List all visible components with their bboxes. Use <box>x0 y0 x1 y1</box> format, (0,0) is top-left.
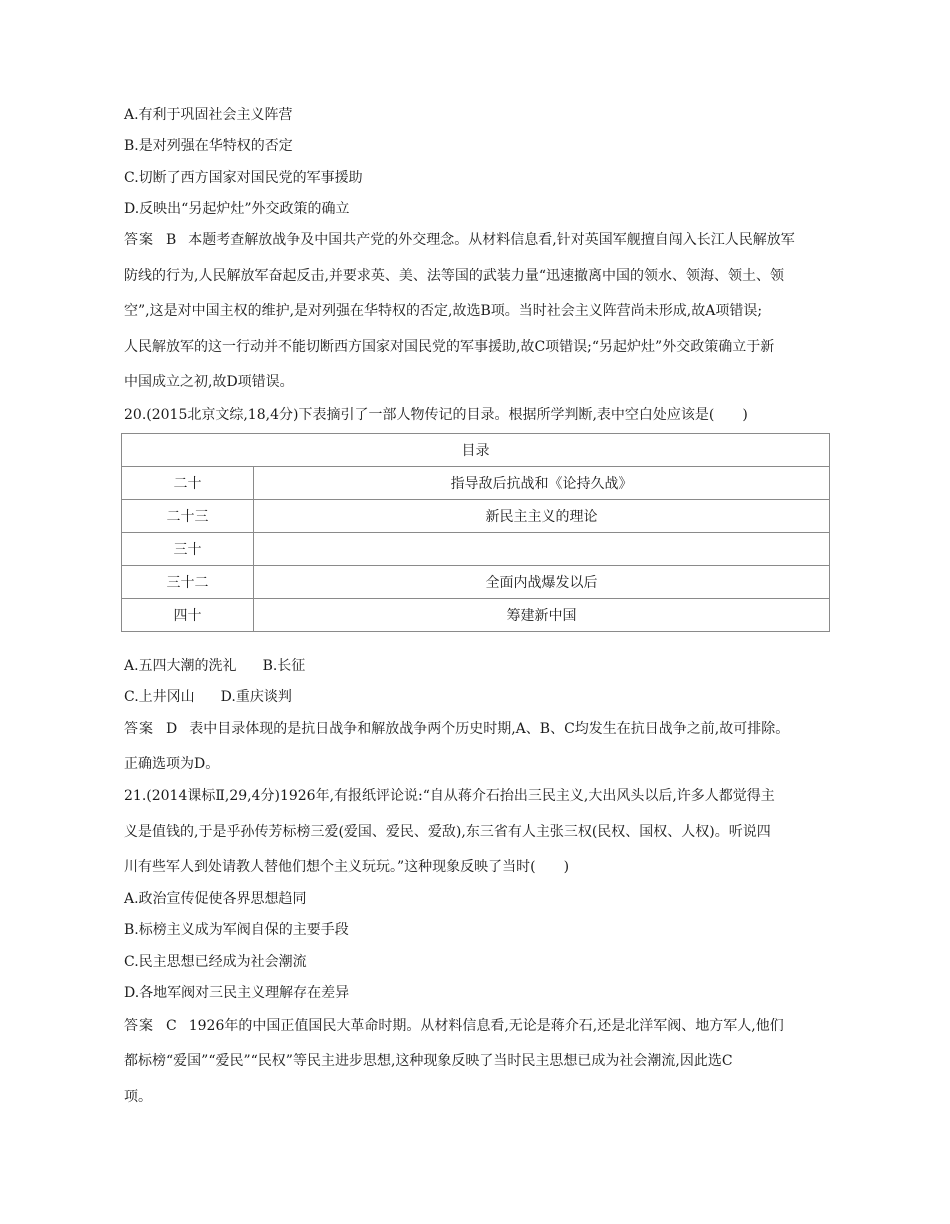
q21-stem-line-3: 川有些军人到处请教人替他们想个主义玩玩。”这种现象反映了当时( ) <box>124 859 570 875</box>
q19-answer-line-3: 空”,这是对中国主权的维护,是对列强在华特权的否定,故选B项。当时社会主义阵营尚未形成,故A项错误; <box>124 303 763 319</box>
answer-letter: C <box>166 1018 177 1034</box>
q21-option-a: A.政治宣传促使各界思想趋同 <box>124 891 307 907</box>
answer-text: 本题考查解放战争及中国共产党的外交理念。从材料信息看,针对英国军舰擅自闯入长江人民解放军 <box>188 232 795 248</box>
answer-label: 答案 <box>124 721 154 737</box>
q20-options-row-1 <box>124 656 305 676</box>
q20-option-b: B.长征 <box>262 658 306 674</box>
chapter-number: 二十三 <box>122 500 254 533</box>
q19-option-a: A.有利于巩固社会主义阵营 <box>124 107 293 123</box>
q19-answer-line-2: 防线的行为,人民解放军奋起反击,并要求英、美、法等国的武装力量“迅速撤离中国的领水、领海、领土、领 <box>124 268 785 284</box>
chapter-title-blank <box>254 533 830 566</box>
chapter-title: 新民主主义的理论 <box>254 500 830 533</box>
answer-letter: D <box>166 721 178 737</box>
answer-label: 答案 <box>124 1018 154 1034</box>
q20-option-d: D.重庆谈判 <box>220 689 292 705</box>
table-row <box>122 566 830 599</box>
q20-stem: 20.(2015北京文综,18,4分)下表摘引了一部人物传记的目录。根据所学判断,表中空白处应该是( ) <box>124 407 748 423</box>
q21-answer-line-3: 项。 <box>124 1089 152 1105</box>
q20-answer-line-2: 正确选项为D。 <box>124 756 220 772</box>
table-row <box>122 467 830 500</box>
table-row <box>122 500 830 533</box>
table-row <box>122 533 830 566</box>
q21-option-d: D.各地军阀对三民主义理解存在差异 <box>124 985 350 1001</box>
table-header-row <box>122 434 830 467</box>
q20-options-row-2 <box>124 687 292 707</box>
q21-stem-line-2: 义是值钱的,于是乎孙传芳标榜三爱(爱国、爱民、爱敌),东三省有人主张三权(民权、国权、人权)。听说四 <box>124 824 771 840</box>
chapter-number: 二十 <box>122 467 254 500</box>
answer-text: 1926年的中国正值国民大革命时期。从材料信息看,无论是蒋介石,还是北洋军阀、地方军人,他们 <box>188 1018 784 1034</box>
table-header: 目录 <box>122 434 830 467</box>
q21-answer-line-2: 都标榜“爱国”“爱民”“民权”等民主进步思想,这种现象反映了当时民主思想已成为社会潮流,因此选C <box>124 1053 733 1069</box>
q21-option-b: B.标榜主义成为军阀自保的主要手段 <box>124 922 349 938</box>
q21-answer-line-1 <box>124 1016 784 1036</box>
chapter-number: 四十 <box>122 599 254 632</box>
q19-answer-line-4: 人民解放军的这一行动并不能切断西方国家对国民党的军事援助,故C项错误;“另起炉灶”外交政策确立于新 <box>124 339 775 355</box>
table-row <box>122 599 830 632</box>
q19-option-b: B.是对列强在华特权的否定 <box>124 138 293 154</box>
q21-stem-line-1: 21.(2014课标Ⅱ,29,4分)1926年,有报纸评论说:“自从蒋介石抬出三民主义,大出风头以后,许多人都觉得主 <box>124 788 775 804</box>
answer-label: 答案 <box>124 232 154 248</box>
q21-option-c: C.民主思想已经成为社会潮流 <box>124 954 307 970</box>
answer-text: 表中目录体现的是抗日战争和解放战争两个历史时期,A、B、C均发生在抗日战争之前,故可排除。 <box>189 721 790 737</box>
answer-letter: B <box>166 232 177 248</box>
chapter-number: 三十 <box>122 533 254 566</box>
q19-answer-line-5: 中国成立之初,故D项错误。 <box>124 374 294 390</box>
chapter-number: 三十二 <box>122 566 254 599</box>
q19-option-d: D.反映出“另起炉灶”外交政策的确立 <box>124 201 350 217</box>
q20-option-c: C.上井冈山 <box>124 689 195 705</box>
q20-answer-line-1 <box>124 719 789 739</box>
table-of-contents <box>121 433 830 632</box>
chapter-title: 指导敌后抗战和《论持久战》 <box>254 467 830 500</box>
q19-answer-line-1 <box>124 230 795 250</box>
chapter-title: 筹建新中国 <box>254 599 830 632</box>
q19-option-c: C.切断了西方国家对国民党的军事援助 <box>124 170 363 186</box>
q20-option-a: A.五四大潮的洗礼 <box>124 658 237 674</box>
chapter-title: 全面内战爆发以后 <box>254 566 830 599</box>
